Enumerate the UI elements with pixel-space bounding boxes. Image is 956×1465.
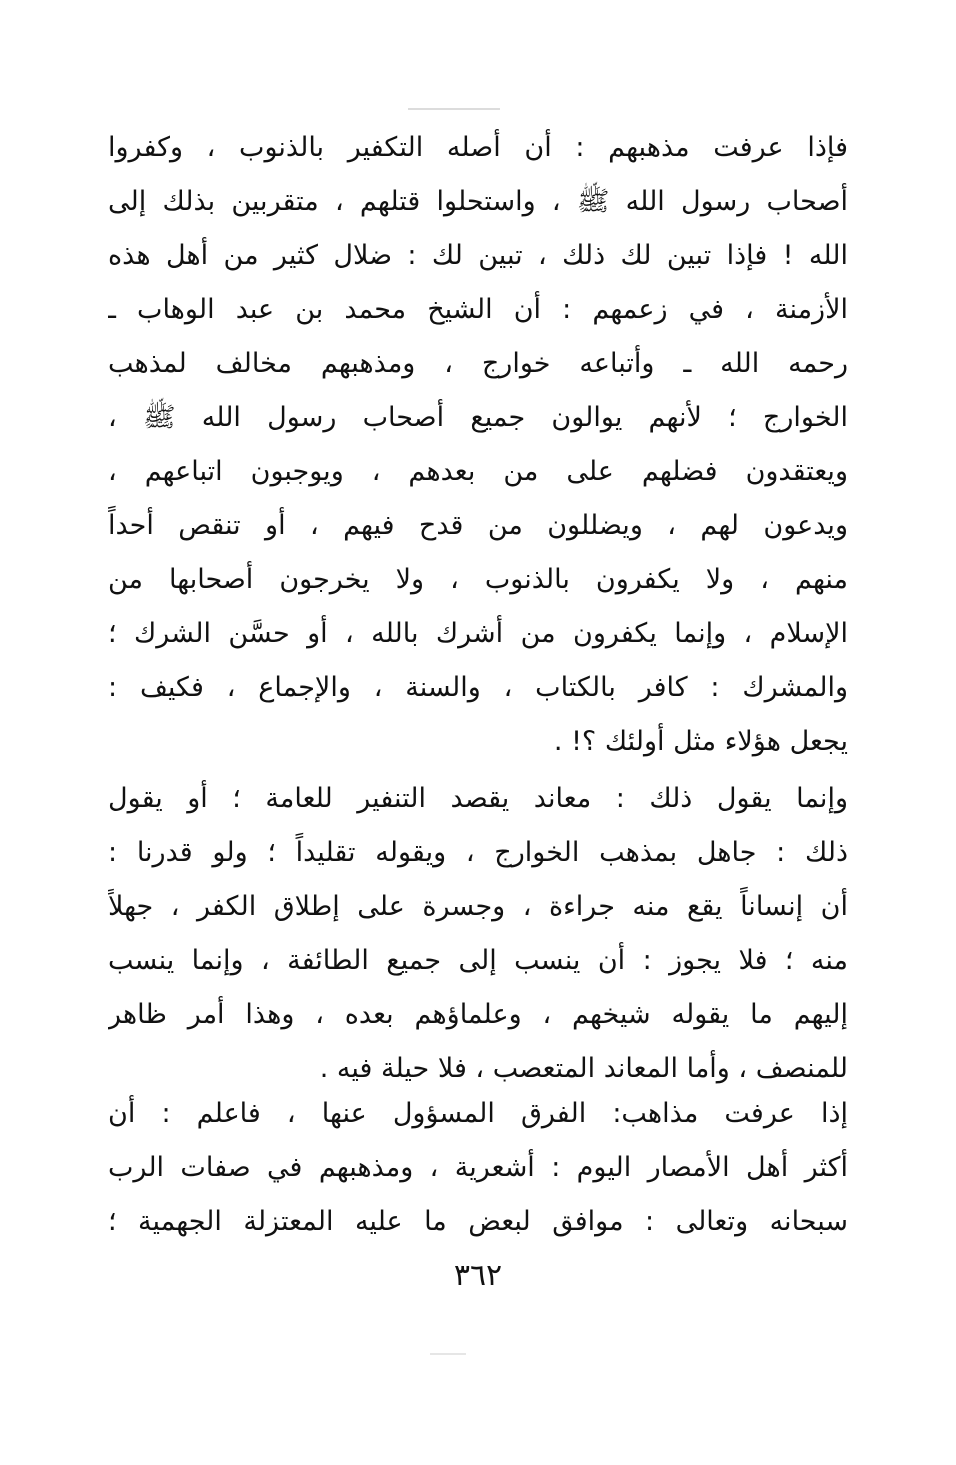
paragraph-3 — [108, 1087, 848, 1249]
text-line: إذا عرفت مذاهب: الفرق المسؤول عنها ، فاعلم : أن — [108, 1098, 848, 1129]
text-line: للمنصف ، وأما المعاند المتعصب ، فلا حيلة فيه . — [319, 1053, 848, 1084]
scan-speck-bottom — [430, 1353, 466, 1355]
text-line: ويدعون لهم ، ويضللون من قدح فيهم ، أو تنقص أحداً — [108, 510, 848, 541]
text-line: أن إنساناً يقع منه جراءة ، وجسرة على إطلاق الكفر ، جهلاً — [108, 891, 848, 922]
text-line: منهم ، ولا يكفرون بالذنوب ، ولا يخرجون أصحابها من — [108, 564, 848, 595]
text-line: وإنما يقول ذلك : معاند يقصد التنفير للعامة ؛ أو يقول — [108, 783, 848, 814]
text-line: سبحانه وتعالى : موافق لبعض ما عليه المعتزلة الجهمية ؛ — [108, 1206, 848, 1237]
scan-speck-top — [408, 108, 500, 110]
text-line: الإسلام ، وإنما يكفرون من أشرك بالله ، أو حسَّن الشرك ؛ — [108, 618, 848, 649]
text-line: يجعل هؤلاء مثل أولئك ؟! . — [553, 726, 848, 757]
text-line: والمشرك : كافر بالكتاب ، والسنة ، والإجماع ، فكيف : — [108, 672, 848, 703]
paragraph-1 — [108, 121, 848, 769]
text-line: رحمه الله ـ وأتباعه خوارج ، ومذهبهم مخالف لمذهب — [108, 348, 848, 379]
text-line: الله ! فإذا تبين لك ذلك ، تبين لك : ضلال كثير من أهل هذه — [108, 240, 848, 271]
text-line: الخوارج ؛ لأنهم يوالون جميع أصحاب رسول الله ﷺ ، — [108, 402, 848, 433]
text-line: ويعتقدون فضلهم على من بعدهم ، ويوجبون اتباعهم ، — [108, 456, 848, 487]
page-number: ٣٦٢ — [453, 1258, 503, 1293]
text-line: ذلك : جاهل بمذهب الخوارج ، ويقوله تقليداً ؛ ولو قدرنا : — [108, 837, 848, 868]
text-line: إليهم ما يقوله شيخهم ، وعلماؤهم بعده ، وهذا أمر ظاهر — [108, 999, 848, 1030]
text-line: أصحاب رسول الله ﷺ ، واستحلوا قتلهم ، متقربين بذلك إلى — [108, 186, 848, 217]
text-line: أكثر أهل الأمصار اليوم : أشعرية ، ومذهبهم في صفات الرب — [108, 1152, 848, 1183]
text-line: منه ؛ فلا يجوز : أن ينسب إلى جميع الطائفة ، وإنما ينسب — [108, 945, 848, 976]
text-line: الأزمنة ، في زعمهم : أن الشيخ محمد بن عبد الوهاب ـ — [108, 294, 848, 325]
paragraph-2 — [108, 772, 848, 1096]
text-line: فإذا عرفت مذهبهم : أن أصله التكفير بالذنوب ، وكفروا — [108, 132, 848, 163]
